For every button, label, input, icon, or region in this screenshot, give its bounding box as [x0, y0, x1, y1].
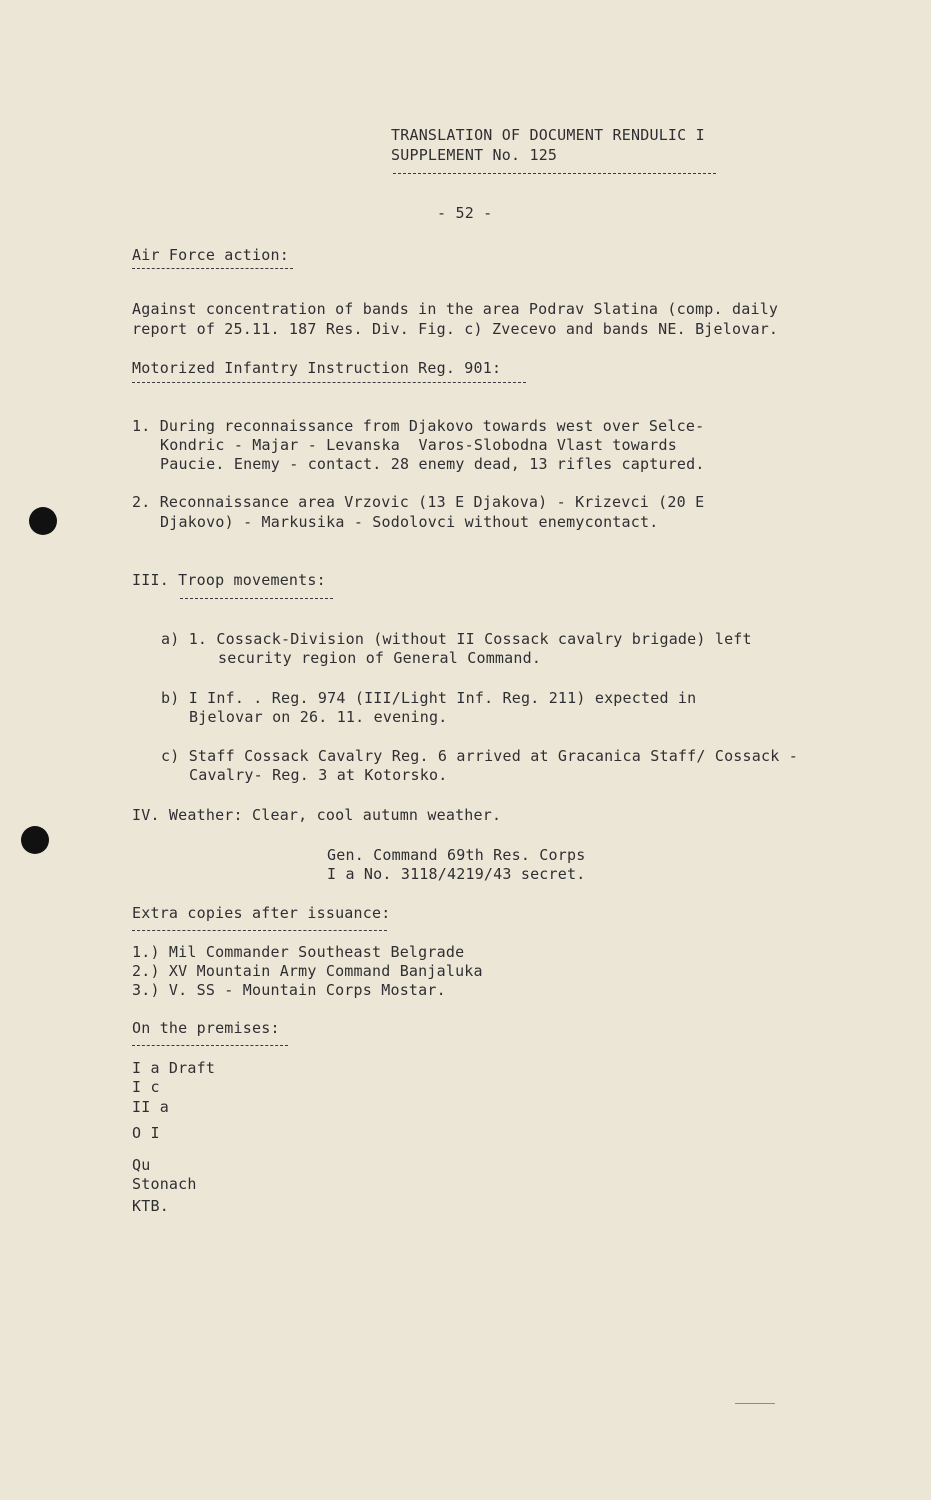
- premises-heading: On the premises:: [132, 1019, 280, 1037]
- premises-item: Stonach: [132, 1175, 197, 1193]
- troop-heading: III. Troop movements:: [132, 571, 326, 589]
- header-rule: [393, 173, 716, 174]
- air-force-underline: [132, 268, 293, 269]
- troop-item-b-line-2: Bjelovar on 26. 11. evening.: [189, 708, 448, 726]
- troop-item-a-line-2: security region of General Command.: [218, 649, 542, 667]
- motorized-underline: [132, 382, 526, 383]
- extra-copies-item-3: 3.) V. SS - Mountain Corps Mostar.: [132, 981, 446, 999]
- weather-line: IV. Weather: Clear, cool autumn weather.: [132, 806, 502, 824]
- extra-copies-underline: [132, 930, 387, 931]
- motorized-heading: Motorized Infantry Instruction Reg. 901:: [132, 359, 502, 377]
- signature-line-1: Gen. Command 69th Res. Corps: [327, 846, 586, 864]
- pencil-mark: [735, 1403, 775, 1404]
- extra-copies-item-1: 1.) Mil Commander Southeast Belgrade: [132, 943, 465, 961]
- troop-item-c-line-2: Cavalry- Reg. 3 at Kotorsko.: [189, 766, 448, 784]
- signature-line-2: I a No. 3118/4219/43 secret.: [327, 865, 586, 883]
- troop-item-c-line-1: c) Staff Cossack Cavalry Reg. 6 arrived at Gracanica Staff/ Cossack -: [161, 747, 798, 765]
- premises-item: I a Draft: [132, 1059, 216, 1077]
- air-force-line-1: Against concentration of bands in the area Podrav Slatina (comp. daily: [132, 300, 779, 318]
- premises-item: II a: [132, 1098, 169, 1116]
- extra-copies-heading: Extra copies after issuance:: [132, 904, 391, 922]
- premises-item: Qu: [132, 1156, 151, 1174]
- page-number: - 52 -: [437, 204, 493, 222]
- header-title: TRANSLATION OF DOCUMENT RENDULIC I: [391, 126, 705, 144]
- troop-item-b-line-1: b) I Inf. . Reg. 974 (III/Light Inf. Reg. 211) expected in: [161, 689, 697, 707]
- air-force-heading: Air Force action:: [132, 246, 289, 264]
- motorized-item-2-line-2: Djakovo) - Markusika - Sodolovci without enemycontact.: [160, 513, 659, 531]
- air-force-line-2: report of 25.11. 187 Res. Div. Fig. c) Zvecevo and bands NE. Bjelovar.: [132, 320, 779, 338]
- motorized-item-2-line-1: 2. Reconnaissance area Vrzovic (13 E Djakova) - Krizevci (20 E: [132, 493, 705, 511]
- troop-underline: [180, 598, 333, 599]
- punch-hole: [29, 507, 57, 535]
- extra-copies-item-2: 2.) XV Mountain Army Command Banjaluka: [132, 962, 483, 980]
- premises-underline: [132, 1045, 288, 1046]
- premises-item: KTB.: [132, 1197, 169, 1215]
- troop-item-a-line-1: a) 1. Cossack-Division (without II Cossack cavalry brigade) left: [161, 630, 752, 648]
- punch-hole: [21, 826, 49, 854]
- premises-item: I c: [132, 1078, 160, 1096]
- motorized-item-1-line-1: 1. During reconnaissance from Djakovo towards west over Selce-: [132, 417, 705, 435]
- header-supplement: SUPPLEMENT No. 125: [391, 146, 558, 164]
- premises-item: O I: [132, 1124, 160, 1142]
- motorized-item-1-line-2: Kondric - Majar - Levanska Varos-Slobodna Vlast towards: [160, 436, 677, 454]
- motorized-item-1-line-3: Paucie. Enemy - contact. 28 enemy dead, 13 rifles captured.: [160, 455, 705, 473]
